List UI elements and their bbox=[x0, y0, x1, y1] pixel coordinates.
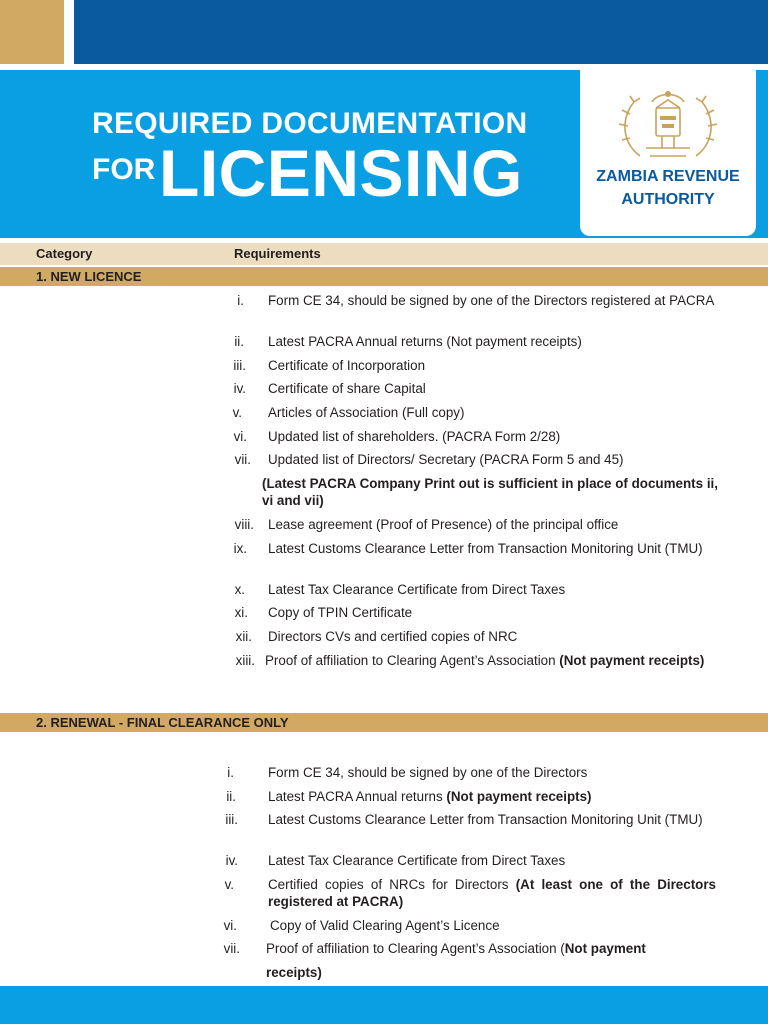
top-navy-band bbox=[74, 0, 768, 64]
section-new-licence: 1. NEW LICENCE bbox=[0, 267, 768, 286]
gold-corner-block bbox=[0, 0, 64, 64]
zra-logo-card bbox=[580, 70, 756, 236]
coat-of-arms-icon bbox=[610, 86, 726, 164]
section-renewal: 2. RENEWAL - FINAL CLEARANCE ONLY bbox=[0, 713, 768, 732]
footer-band bbox=[0, 986, 768, 1024]
title-licensing: LICENSING bbox=[159, 136, 523, 210]
title-line-1: REQUIRED DOCUMENTATION bbox=[92, 107, 528, 140]
header-category: Category bbox=[36, 246, 93, 261]
header-requirements: Requirements bbox=[234, 246, 321, 261]
authority-name-line2: AUTHORITY bbox=[621, 191, 715, 208]
pacra-note: (Latest PACRA Company Print out is sufficient in place of documents ii, vi and vii) bbox=[262, 476, 718, 508]
authority-name-line1: ZAMBIA REVENUE bbox=[596, 168, 740, 185]
table-header bbox=[0, 243, 768, 265]
title-for: FOR bbox=[92, 153, 156, 186]
